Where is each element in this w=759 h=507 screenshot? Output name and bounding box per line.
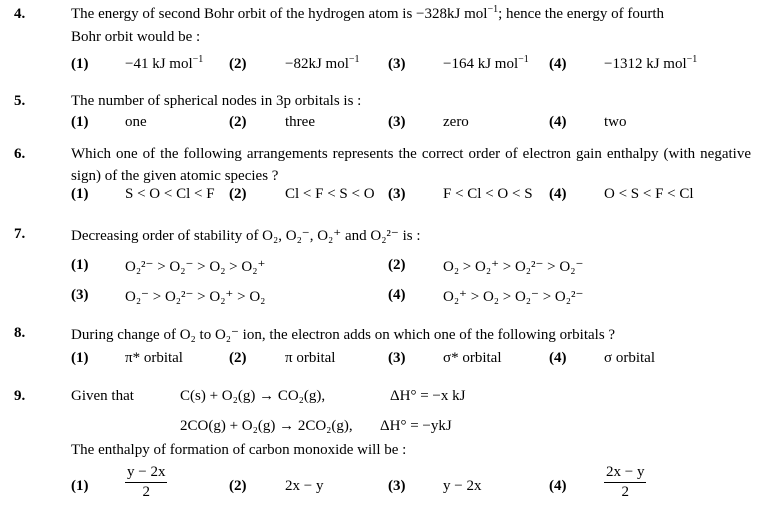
option-1[interactable]: one bbox=[125, 114, 147, 130]
option-number: (3) bbox=[388, 186, 406, 202]
option-1[interactable]: O₂²⁻ > O₂⁻ > O₂ > O₂⁺ bbox=[125, 259, 266, 275]
question-number: 8. bbox=[14, 325, 26, 341]
option-3[interactable]: y − 2x bbox=[443, 478, 482, 494]
option-number: (3) bbox=[388, 350, 406, 366]
option-number: (2) bbox=[229, 186, 247, 202]
option-number: (4) bbox=[549, 114, 567, 130]
option-3[interactable]: zero bbox=[443, 114, 469, 130]
option-number: (3) bbox=[388, 56, 406, 72]
given-label: Given that bbox=[71, 388, 134, 404]
question-number: 6. bbox=[14, 146, 26, 162]
option-number: (3) bbox=[388, 114, 406, 130]
option-1[interactable]: −41 kJ mol$^{-1}$ bbox=[125, 54, 204, 72]
option-number: (3) bbox=[388, 478, 406, 494]
option-3[interactable]: O₂⁻ > O₂²⁻ > O₂⁺ > O₂ bbox=[125, 289, 266, 305]
option-4[interactable] bbox=[604, 463, 646, 502]
question-stem: The energy of second Bohr orbit of the hydrogen atom is −328kJ mol$^{-1}$; hence the energy of fourth bbox=[71, 4, 665, 22]
question-stem-continued: Bohr orbit would be : bbox=[71, 29, 201, 45]
question-number: 5. bbox=[14, 93, 26, 109]
question-number: 9. bbox=[14, 388, 26, 404]
option-2[interactable]: three bbox=[285, 114, 315, 130]
option-2[interactable]: Cl < F < S < O bbox=[285, 186, 375, 202]
option-number: (2) bbox=[229, 56, 247, 72]
option-2[interactable]: −82kJ mol$^{-1}$ bbox=[285, 54, 360, 72]
option-1[interactable]: π* orbital bbox=[125, 350, 183, 366]
option-3[interactable]: σ* orbital bbox=[443, 350, 502, 366]
option-number: (2) bbox=[229, 350, 247, 366]
option-number: (3) bbox=[71, 287, 89, 303]
option-4[interactable]: two bbox=[604, 114, 627, 130]
option-2[interactable]: O₂ > O₂⁺ > O₂²⁻ > O₂⁻ bbox=[443, 259, 584, 275]
option-number: (1) bbox=[71, 257, 89, 273]
option-number: (1) bbox=[71, 56, 89, 72]
option-number: (4) bbox=[388, 287, 406, 303]
question-stem: The enthalpy of formation of carbon monoxide will be : bbox=[71, 442, 407, 458]
option-4[interactable]: O < S < F < Cl bbox=[604, 186, 694, 202]
enthalpy-1: ΔH° = −x kJ bbox=[390, 388, 466, 404]
option-3[interactable]: −164 kJ mol$^{-1}$ bbox=[443, 54, 529, 72]
option-number: (2) bbox=[229, 114, 247, 130]
option-3[interactable]: F < Cl < O < S bbox=[443, 186, 533, 202]
option-4[interactable]: O₂⁺ > O₂ > O₂⁻ > O₂²⁻ bbox=[443, 289, 584, 305]
question-stem: The number of spherical nodes in 3p orbitals is : bbox=[71, 93, 362, 109]
question-number: 4. bbox=[14, 6, 26, 22]
question-stem: Which one of the following arrangements represents the correct order of electron gain enthalpy (with negative sign) of the given atomic species ? bbox=[71, 146, 751, 184]
equation-1: C(s) + O₂(g) → CO₂(g), bbox=[180, 388, 326, 404]
option-number: (4) bbox=[549, 478, 567, 494]
fraction: $\frac{y - 2x}{2}$ bbox=[127, 464, 166, 500]
enthalpy-2: ΔH° = −ykJ bbox=[380, 418, 452, 434]
equation-2: 2CO(g) + O₂(g) → 2CO₂(g), bbox=[180, 418, 353, 434]
option-number: (2) bbox=[388, 257, 406, 273]
option-number: (2) bbox=[229, 478, 247, 494]
option-1[interactable]: S < O < Cl < F bbox=[125, 186, 215, 202]
question-stem: During change of O₂ to O₂⁻ ion, the electron adds on which one of the following orbitals ? bbox=[71, 327, 616, 343]
option-number: (4) bbox=[549, 186, 567, 202]
option-2[interactable]: π orbital bbox=[285, 350, 336, 366]
option-number: (1) bbox=[71, 478, 89, 494]
option-4[interactable]: −1312 kJ mol$^{-1}$ bbox=[604, 54, 698, 72]
question-number: 7. bbox=[14, 226, 26, 242]
option-number: (1) bbox=[71, 186, 89, 202]
option-number: (1) bbox=[71, 114, 89, 130]
option-number: (4) bbox=[549, 56, 567, 72]
option-number: (1) bbox=[71, 350, 89, 366]
question-stem: Decreasing order of stability of O₂, O₂⁻, O₂⁺ and O₂²⁻ is : bbox=[71, 228, 421, 244]
option-2[interactable]: 2x − y bbox=[285, 478, 324, 494]
option-number: (4) bbox=[549, 350, 567, 366]
fraction: $\frac{2x - y}{2}$ bbox=[606, 464, 645, 500]
option-4[interactable]: σ orbital bbox=[604, 350, 655, 366]
option-1[interactable] bbox=[125, 463, 167, 502]
